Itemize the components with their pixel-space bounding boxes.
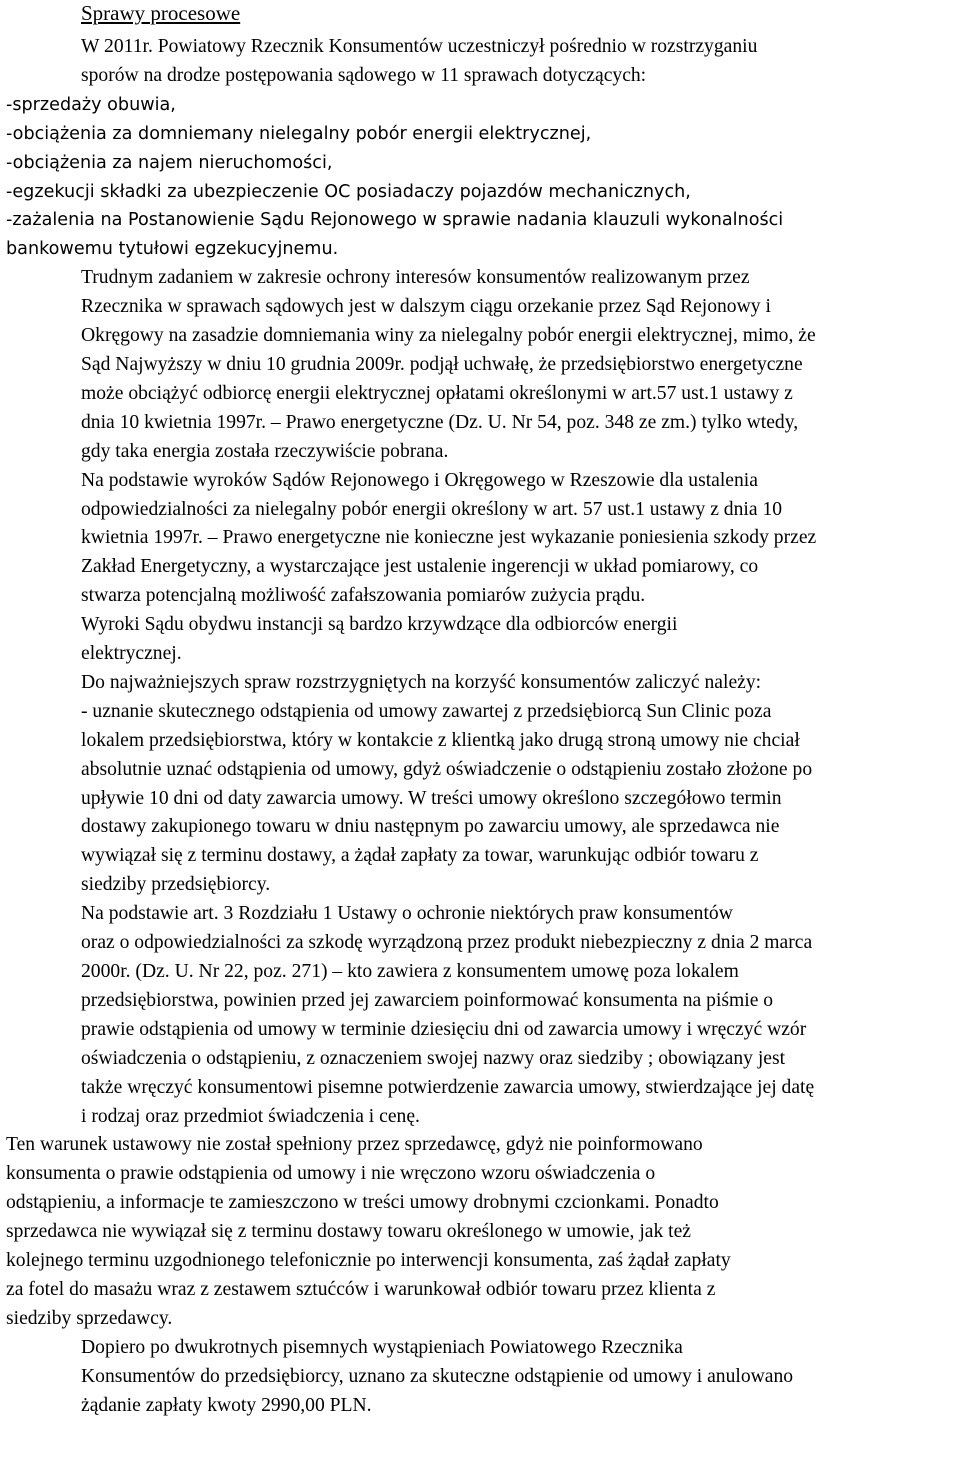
text-line: za fotel do masażu wraz z zestawem sztućców i warunkował odbiór towaru przez klienta z bbox=[6, 1278, 716, 1300]
text-line: może obciążyć odbiorcę energii elektrycznej opłatami określonymi w art.57 ust.1 ustawy z bbox=[81, 382, 793, 404]
text-line: dostawy zakupionego towaru w dniu następnym po zawarciu umowy, ale sprzedawca nie bbox=[81, 816, 780, 838]
case-item: -sprzedaży obuwia, bbox=[6, 94, 176, 115]
text-line: gdy taka energia została rzeczywiście pobrana. bbox=[81, 440, 449, 462]
text-line: siedziby sprzedawcy. bbox=[6, 1307, 173, 1329]
text-line: Zakład Energetyczny, a wystarczające jest ustalenie ingerencji w układ pomiarowy, co bbox=[81, 556, 759, 578]
text-line: dnia 10 kwietnia 1997r. – Prawo energetyczne (Dz. U. Nr 54, poz. 348 ze zm.) tylko wtedy, bbox=[81, 411, 799, 433]
text-line: Sąd Najwyższy w dniu 10 grudnia 2009r. podjął uchwałę, że przedsiębiorstwo energetyczne bbox=[81, 353, 803, 375]
body-paragraph bbox=[6, 611, 956, 669]
body-paragraph bbox=[6, 900, 956, 1131]
text-line: Konsumentów do przedsiębiorcy, uznano za skuteczne odstąpienie od umowy i anulowano bbox=[81, 1365, 794, 1387]
text-line: kolejnego terminu uzgodnionego telefonicznie po interwencji konsumenta, zaś żądał zapłaty bbox=[6, 1250, 731, 1272]
text-line: także wręczyć konsumentowi pisemne potwierdzenie zawarcia umowy, stwierdzające jej datę bbox=[81, 1076, 815, 1098]
text-line: absolutnie uznać odstąpienia od umowy, gdyż oświadczenie o odstąpieniu zostało złożone po bbox=[81, 758, 813, 780]
case-list bbox=[6, 91, 956, 264]
body-paragraph bbox=[6, 1131, 956, 1333]
text-line: wywiązał się z terminu dostawy, a żądał zapłaty za towar, warunkując odbiór towaru z bbox=[81, 845, 759, 867]
case-item: bankowemu tytułowi egzekucyjnemu. bbox=[6, 239, 339, 260]
text-line: Na podstawie wyroków Sądów Rejonowego i Okręgowego w Rzeszowie dla ustalenia bbox=[81, 469, 758, 491]
case-item: -obciążenia za domniemany nielegalny pobór energii elektrycznej, bbox=[6, 123, 592, 144]
text-line: odstąpieniu, a informacje te zamieszczono w treści umowy drobnymi czcionkami. Ponadto bbox=[6, 1192, 719, 1214]
body-paragraph bbox=[6, 669, 956, 900]
text-line: Dopiero po dwukrotnych pisemnych wystąpieniach Powiatowego Rzecznika bbox=[81, 1336, 683, 1358]
text-line: Do najważniejszych spraw rozstrzygniętych na korzyść konsumentów zaliczyć należy: bbox=[81, 671, 762, 693]
text-line: Rzecznika w sprawach sądowych jest w dalszym ciągu orzekanie przez Sąd Rejonowy i bbox=[81, 296, 771, 318]
text-line: - uznanie skutecznego odstąpienia od umowy zawartej z przedsiębiorcą Sun Clinic poza bbox=[81, 700, 772, 722]
text-line: Na podstawie art. 3 Rozdziału 1 Ustawy o ochronie niektórych praw konsumentów bbox=[81, 903, 733, 925]
section-heading: Sprawy procesowe bbox=[81, 1, 241, 25]
intro-paragraph bbox=[6, 33, 956, 91]
text-line: Okręgowy na zasadzie domniemania winy za nielegalny pobór energii elektrycznej, mimo, że bbox=[81, 325, 816, 347]
document-page bbox=[6, 0, 956, 1421]
case-item: -zażalenia na Postanowienie Sądu Rejonowego w sprawie nadania klauzuli wykonalności bbox=[6, 210, 784, 231]
text-line: lokalem przedsiębiorstwa, który w kontakcie z klientką jako drugą stroną umowy nie chciał bbox=[81, 729, 800, 751]
text-line: sporów na drodze postępowania sądowego w 11 sprawach dotyczących: bbox=[81, 64, 647, 86]
body-paragraph bbox=[6, 1334, 956, 1421]
text-line: konsumenta o prawie odstąpienia od umowy i nie wręczono wzoru oświadczenia o bbox=[6, 1163, 656, 1185]
text-line: sprzedawca nie wywiązał się z terminu dostawy towaru określonego w umowie, jak też bbox=[6, 1221, 692, 1243]
text-line: Wyroki Sądu obydwu instancji są bardzo krzywdzące dla odbiorców energii bbox=[81, 614, 678, 636]
text-line: elektrycznej. bbox=[81, 643, 182, 665]
text-line: Ten warunek ustawowy nie został spełniony przez sprzedawcę, gdyż nie poinformowano bbox=[6, 1134, 703, 1156]
body-paragraphs bbox=[6, 264, 956, 1420]
text-line: oraz o odpowiedzialności za szkodę wyrządzoną przez produkt niebezpieczny z dnia 2 marca bbox=[81, 932, 813, 954]
text-line: kwietnia 1997r. – Prawo energetyczne nie konieczne jest wykazanie poniesienia szkody przez bbox=[81, 527, 817, 549]
text-line: stwarza potencjalną możliwość zafałszowania pomiarów zużycia prądu. bbox=[81, 585, 646, 607]
text-line: prawie odstąpienia od umowy w terminie dziesięciu dni od zawarcia umowy i wręczyć wzór bbox=[81, 1018, 807, 1040]
text-line: i rodzaj oraz przedmiot świadczenia i cenę. bbox=[81, 1105, 420, 1127]
body-paragraph bbox=[6, 467, 956, 612]
text-line: upływie 10 dni od daty zawarcia umowy. W treści umowy określono szczegółowo termin bbox=[81, 787, 782, 809]
text-line: Trudnym zadaniem w zakresie ochrony interesów konsumentów realizowanym przez bbox=[81, 267, 750, 289]
case-item: -obciążenia za najem nieruchomości, bbox=[6, 152, 333, 173]
body-paragraph bbox=[6, 264, 956, 466]
text-line: przedsiębiorstwa, powinien przed jej zawarciem poinformować konsumenta na piśmie o bbox=[81, 989, 774, 1011]
case-item: -egzekucji składki za ubezpieczenie OC posiadaczy pojazdów mechanicznych, bbox=[6, 181, 691, 202]
text-line: W 2011r. Powiatowy Rzecznik Konsumentów uczestniczył pośrednio w rozstrzyganiu bbox=[81, 36, 758, 57]
text-line: siedziby przedsiębiorcy. bbox=[81, 874, 271, 896]
text-line: odpowiedzialności za nielegalny pobór energii określony w art. 57 ust.1 ustawy z dnia 10 bbox=[81, 498, 783, 520]
text-line: 2000r. (Dz. U. Nr 22, poz. 271) – kto zawiera z konsumentem umowę poza lokalem bbox=[81, 961, 739, 982]
text-line: żądanie zapłaty kwoty 2990,00 PLN. bbox=[81, 1394, 372, 1416]
text-line: oświadczenia o odstąpieniu, z oznaczeniem swojej nazwy oraz siedziby ; obowiązany jest bbox=[81, 1047, 786, 1069]
